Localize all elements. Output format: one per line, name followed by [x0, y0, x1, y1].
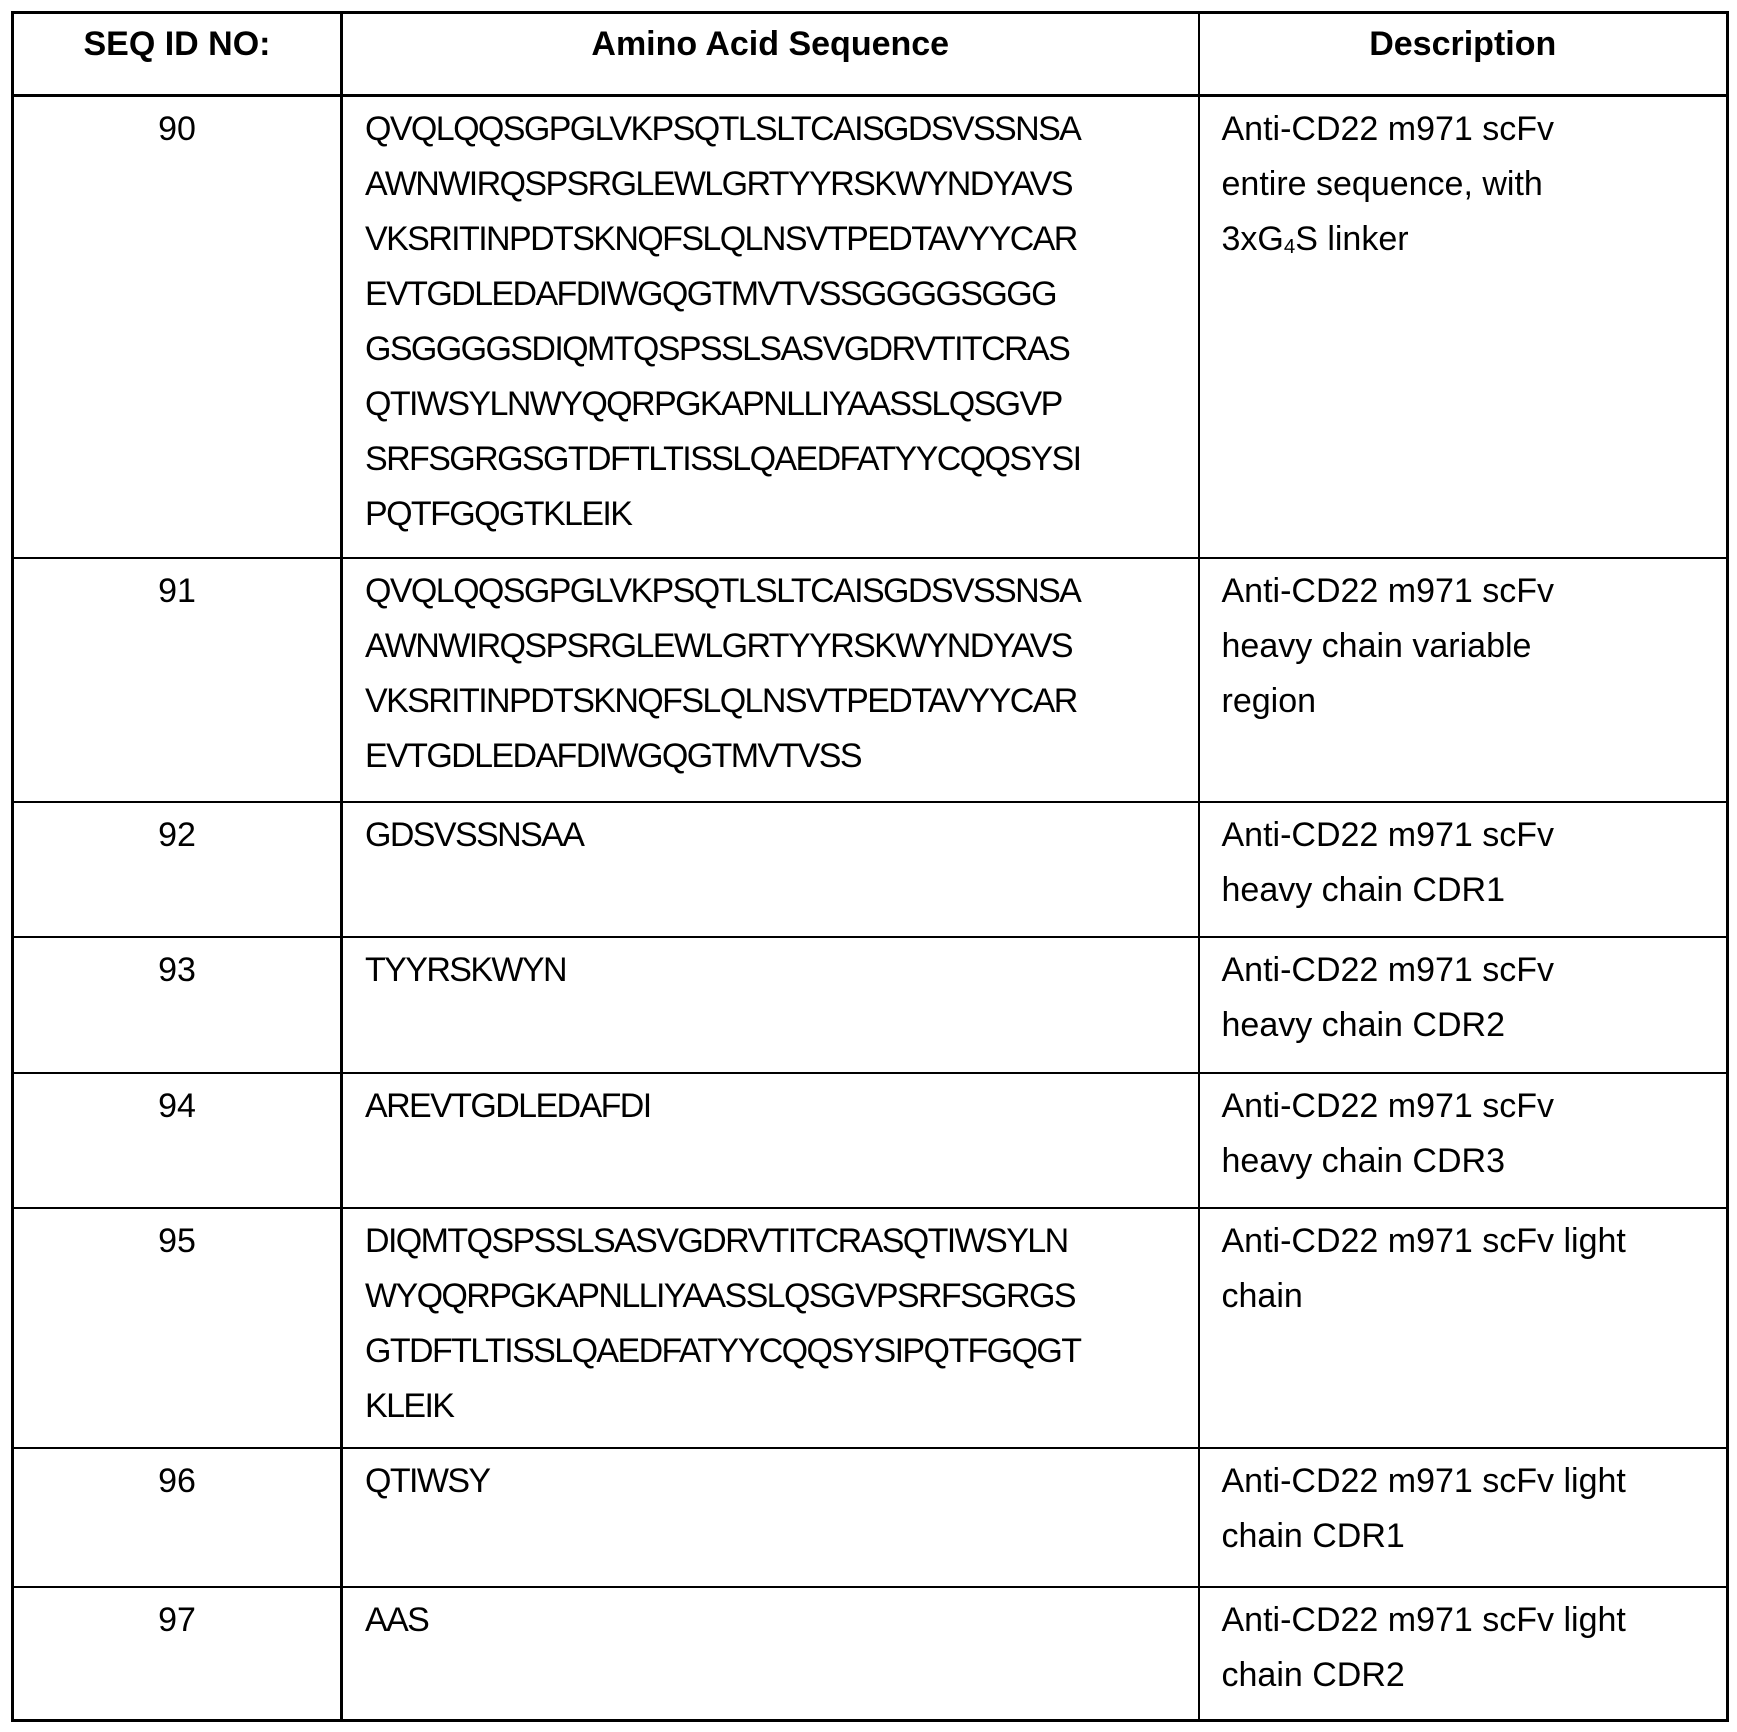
sequence-cell	[342, 1208, 1199, 1448]
sequence-cell	[342, 1587, 1199, 1721]
description-cell	[1199, 1448, 1728, 1587]
description-line: Anti-CD22 m971 scFv	[1221, 815, 1555, 854]
seq-id-cell: 95	[13, 1208, 342, 1448]
sequence-line: EVTGDLEDAFDIWGQGTMVTVSSGGGGSGGG	[365, 275, 1056, 313]
description-line: entire sequence, with	[1221, 165, 1543, 203]
sequence-cell	[342, 558, 1199, 802]
sequence-line: AREVTGDLEDAFDI	[365, 1086, 651, 1125]
sequence-cell	[342, 1448, 1199, 1587]
sequence-line: QVQLQQSGPGLVKPSQTLSLTCAISGDSVSSNSA	[365, 571, 1081, 610]
description-line: Anti-CD22 m971 scFv	[1221, 1086, 1555, 1125]
sequence-line: TYYRSKWYN	[365, 950, 566, 989]
description-cell	[1199, 802, 1728, 937]
linker-suffix: S linker	[1295, 220, 1409, 258]
description-line: region	[1221, 681, 1317, 720]
sequence-line: GSGGGGSDIQMTQSPSSLSASVGDRVTITCRAS	[365, 330, 1070, 368]
sequence-line: PQTFGQGTKLEIK	[365, 495, 632, 533]
description-line: Anti-CD22 m971 scFv light	[1221, 1461, 1626, 1500]
table-row	[13, 96, 1728, 558]
sequence-line: AAS	[365, 1600, 429, 1639]
table-row	[13, 1448, 1728, 1587]
linker-subscript: 4	[1283, 236, 1296, 259]
header-description: Description	[1199, 13, 1728, 96]
sequence-line: EVTGDLEDAFDIWGQGTMVTVSS	[365, 736, 861, 775]
seq-id-cell: 90	[13, 96, 342, 558]
sequence-cell	[342, 96, 1199, 558]
description-line	[1222, 212, 1719, 267]
seq-id-cell: 97	[13, 1587, 342, 1721]
description-cell	[1199, 1208, 1728, 1448]
description-line: Anti-CD22 m971 scFv light	[1221, 1600, 1626, 1639]
description-line: Anti-CD22 m971 scFv light	[1221, 1221, 1626, 1260]
sequence-cell	[342, 1073, 1199, 1208]
seq-id-cell: 92	[13, 802, 342, 937]
seq-id-cell: 93	[13, 937, 342, 1073]
description-cell	[1199, 1587, 1728, 1721]
description-line: Anti-CD22 m971 scFv	[1221, 950, 1555, 989]
description-line: Anti-CD22 m971 scFv	[1221, 110, 1555, 148]
table-row	[13, 558, 1728, 802]
sequence-cell	[342, 937, 1199, 1073]
sequence-line: QTIWSY	[365, 1461, 490, 1500]
sequence-line: KLEIK	[365, 1386, 454, 1425]
description-cell	[1199, 1073, 1728, 1208]
sequence-line: VKSRITINPDTSKNQFSLQLNSVTPEDTAVYYCAR	[365, 681, 1077, 720]
linker-prefix: 3xG	[1221, 220, 1284, 258]
header-seq-id: SEQ ID NO:	[13, 13, 342, 96]
table-row	[13, 802, 1728, 937]
description-line: chain	[1221, 1276, 1303, 1315]
sequence-table	[11, 11, 1729, 1722]
table-row	[13, 1587, 1728, 1721]
sequence-line: QTIWSYLNWYQQRPGKAPNLLIYAASSLQSGVP	[365, 385, 1062, 423]
description-cell	[1199, 937, 1728, 1073]
description-cell	[1199, 558, 1728, 802]
description-line: chain CDR1	[1221, 1516, 1405, 1555]
sequence-line: GDSVSSNSAA	[365, 815, 584, 854]
sequence-line: AWNWIRQSPSRGLEWLGRTYYRSKWYNDYAVS	[365, 626, 1072, 665]
sequence-cell	[342, 802, 1199, 937]
description-line: chain CDR2	[1221, 1655, 1405, 1694]
header-sequence: Amino Acid Sequence	[342, 13, 1199, 96]
seq-id-cell: 96	[13, 1448, 342, 1587]
seq-id-cell: 91	[13, 558, 342, 802]
header-row	[13, 13, 1728, 96]
seq-id-cell: 94	[13, 1073, 342, 1208]
description-line: heavy chain CDR1	[1221, 870, 1505, 909]
description-cell	[1199, 96, 1728, 558]
table-row	[13, 1208, 1728, 1448]
sequence-line: WYQQRPGKAPNLLIYAASSLQSGVPSRFSGRGS	[365, 1276, 1075, 1315]
sequence-line: DIQMTQSPSSLSASVGDRVTITCRASQTIWSYLN	[365, 1221, 1068, 1260]
sequence-line: QVQLQQSGPGLVKPSQTLSLTCAISGDSVSSNSA	[365, 110, 1081, 148]
description-line: heavy chain variable	[1221, 626, 1532, 665]
table-row	[13, 1073, 1728, 1208]
sequence-line: SRFSGRGSGTDFTLTISSLQAEDFATYYCQQSYSI	[365, 440, 1081, 478]
table-row	[13, 937, 1728, 1073]
sequence-line: GTDFTLTISSLQAEDFATYYCQQSYSIPQTFGQGT	[365, 1331, 1081, 1370]
description-line: heavy chain CDR2	[1221, 1005, 1505, 1044]
description-line: heavy chain CDR3	[1221, 1141, 1505, 1180]
sequence-line: AWNWIRQSPSRGLEWLGRTYYRSKWYNDYAVS	[365, 165, 1072, 203]
sequence-line: VKSRITINPDTSKNQFSLQLNSVTPEDTAVYYCAR	[365, 220, 1077, 258]
description-line: Anti-CD22 m971 scFv	[1221, 571, 1555, 610]
